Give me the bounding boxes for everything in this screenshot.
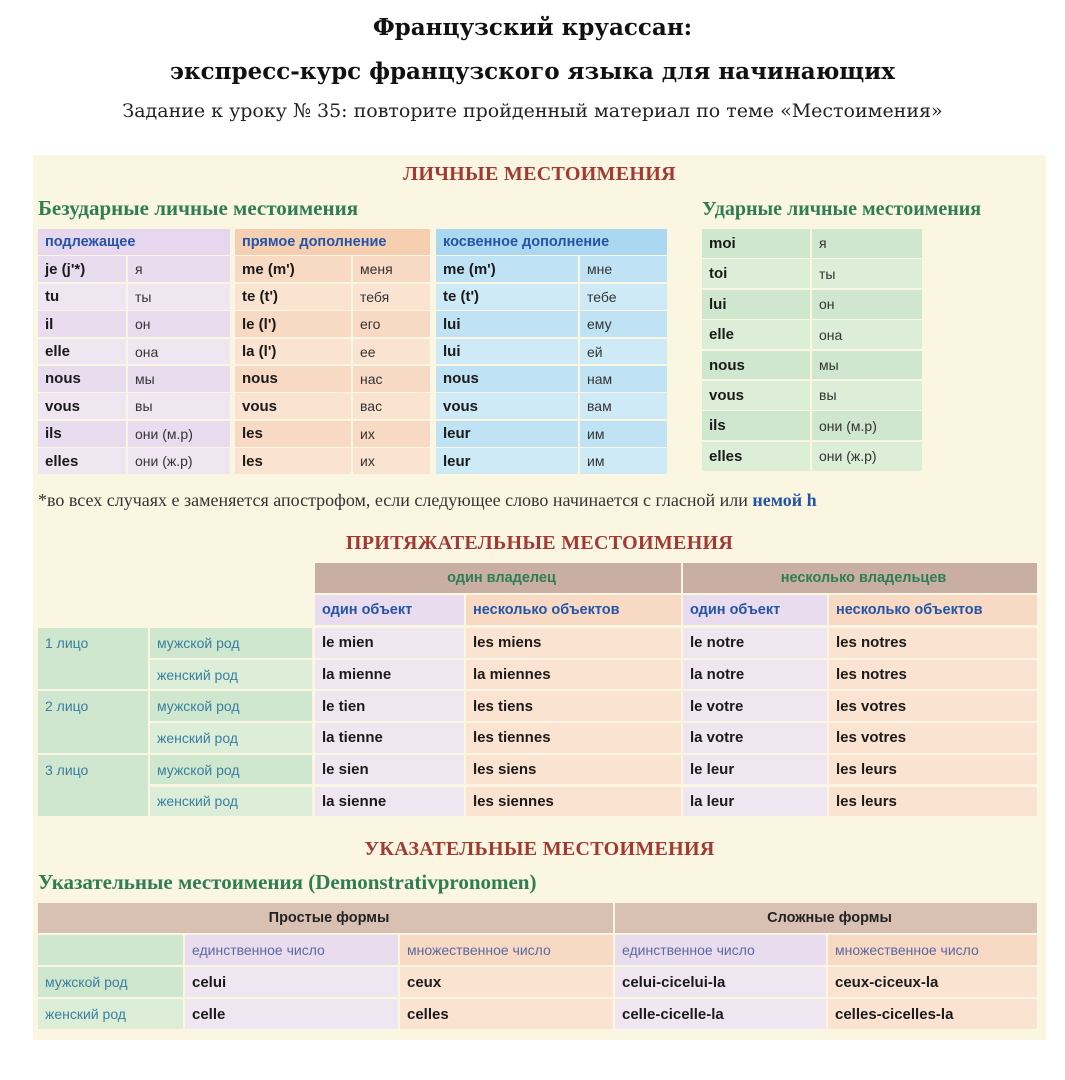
translation-cell: они (м.р) <box>128 421 230 447</box>
gender-label: мужской род <box>38 967 183 997</box>
possessive-form-cell: la miennes <box>466 660 681 690</box>
demonstrative-form-cell: ceux <box>400 967 613 997</box>
possessive-form-cell: les notres <box>829 628 1037 658</box>
translation-cell: им <box>580 448 667 474</box>
translation-cell: ей <box>580 339 667 365</box>
translation-cell: они (ж.р) <box>128 448 230 474</box>
possessive-form-cell: le mien <box>315 628 464 658</box>
pronoun-cell: elle <box>38 339 126 365</box>
possessive-form-cell: les siens <box>466 755 681 785</box>
person-label: 1 лицо <box>38 628 148 689</box>
possessive-form-cell: les votres <box>829 691 1037 721</box>
stressed-pronoun-cell: toi <box>702 259 810 288</box>
pronoun-cell: le (l') <box>235 311 351 337</box>
translation-cell: им <box>580 421 667 447</box>
pronoun-cell: les <box>235 421 351 447</box>
unstressed-header: прямое дополнение <box>235 229 430 255</box>
possessive-form-cell: la mienne <box>315 660 464 690</box>
possessive-form-cell: le notre <box>683 628 827 658</box>
translation-cell: ты <box>128 284 230 310</box>
possessive-form-cell: les miens <box>466 628 681 658</box>
compound-forms-header: Сложные формы <box>615 903 1037 933</box>
one-object-header: один объект <box>315 595 464 625</box>
demonstrative-section-title: УКАЗАТЕЛЬНЫЕ МЕСТОИМЕНИЯ <box>364 838 715 860</box>
translation-cell: я <box>128 256 230 282</box>
possessive-form-cell: la notre <box>683 660 827 690</box>
possessive-form-cell: les tiennes <box>466 723 681 753</box>
translation-cell: тебе <box>580 284 667 310</box>
translation-cell: нам <box>580 366 667 392</box>
pronoun-cell: te (t') <box>235 284 351 310</box>
number-header: множественное число <box>828 935 1037 965</box>
unstressed-header: подлежащее <box>38 229 230 255</box>
stressed-translation-cell: вы <box>812 381 922 410</box>
possessive-form-cell: les votres <box>829 723 1037 753</box>
many-objects-header: несколько объектов <box>829 595 1037 625</box>
pronoun-cell: vous <box>235 393 351 419</box>
translation-cell: мы <box>128 366 230 392</box>
pronoun-cell: ils <box>38 421 126 447</box>
possessive-form-cell: la tienne <box>315 723 464 753</box>
gender-label: женский род <box>150 787 312 817</box>
pronoun-cell: nous <box>436 366 578 392</box>
pronoun-cell: nous <box>38 366 126 392</box>
page-subtitle: экспресс-курс французского языка для начинающих <box>170 58 895 85</box>
possessive-form-cell: les leurs <box>829 787 1037 817</box>
translation-cell: ее <box>353 339 430 365</box>
gender-label: женский род <box>38 999 183 1029</box>
personal-section-title: ЛИЧНЫЕ МЕСТОИМЕНИЯ <box>403 163 676 185</box>
stressed-pronoun-cell: nous <box>702 351 810 380</box>
translation-cell: их <box>353 448 430 474</box>
task-text: Задание к уроку № 35: повторите пройденный материал по теме «Местоимения» <box>122 100 943 122</box>
demonstrative-form-cell: celui-cicelui-la <box>615 967 826 997</box>
number-header: единственное число <box>615 935 826 965</box>
one-object-header: один объект <box>683 595 827 625</box>
simple-forms-header: Простые формы <box>38 903 613 933</box>
possessive-form-cell: les leurs <box>829 755 1037 785</box>
pronoun-cell: vous <box>436 393 578 419</box>
possessive-form-cell: le tien <box>315 691 464 721</box>
translation-cell: мне <box>580 256 667 282</box>
pronoun-cell: leur <box>436 448 578 474</box>
pronoun-cell: les <box>235 448 351 474</box>
translation-cell: вам <box>580 393 667 419</box>
translation-cell: вас <box>353 393 430 419</box>
possessive-form-cell: les notres <box>829 660 1037 690</box>
stressed-title: Ударные личные местоимения <box>702 198 982 220</box>
number-header: множественное число <box>400 935 613 965</box>
apostrophe-note <box>38 490 1048 511</box>
many-objects-header: несколько объектов <box>466 595 681 625</box>
demonstrative-form-cell: celle-cicelle-la <box>615 999 826 1029</box>
gender-label: женский род <box>150 660 312 690</box>
pronoun-cell: la (l') <box>235 339 351 365</box>
stressed-pronoun-cell: elles <box>702 442 810 471</box>
pronoun-cell: lui <box>436 311 578 337</box>
translation-cell: вы <box>128 393 230 419</box>
pronoun-cell: je (j'*) <box>38 256 126 282</box>
gender-label: мужской род <box>150 691 312 721</box>
translation-cell: нас <box>353 366 430 392</box>
possessive-form-cell: le sien <box>315 755 464 785</box>
possessive-form-cell: la sienne <box>315 787 464 817</box>
possessive-form-cell: la votre <box>683 723 827 753</box>
stressed-translation-cell: они (ж.р) <box>812 442 922 471</box>
pronoun-cell: nous <box>235 366 351 392</box>
translation-cell: он <box>128 311 230 337</box>
demonstrative-form-cell: ceux-ciceux-la <box>828 967 1037 997</box>
one-owner-header: один владелец <box>315 563 681 593</box>
gender-label: женский род <box>150 723 312 753</box>
stressed-translation-cell: он <box>812 290 922 319</box>
gender-label: мужской род <box>150 628 312 658</box>
stressed-translation-cell: они (м.р) <box>812 411 922 440</box>
person-label: 2 лицо <box>38 691 148 752</box>
note-text: *во всех случаях е заменяется апострофом, если следующее слово начинается с гласной или <box>38 490 753 510</box>
page-title: Французский круассан: <box>372 14 693 41</box>
pronoun-cell: me (m') <box>235 256 351 282</box>
possessive-form-cell: la leur <box>683 787 827 817</box>
translation-cell: меня <box>353 256 430 282</box>
unstressed-header: косвенное дополнение <box>436 229 667 255</box>
person-label: 3 лицо <box>38 755 148 816</box>
stressed-pronoun-cell: moi <box>702 229 810 258</box>
pronoun-cell: il <box>38 311 126 337</box>
pronoun-cell: elles <box>38 448 126 474</box>
many-owners-header: несколько владельцев <box>683 563 1037 593</box>
pronoun-cell: me (m') <box>436 256 578 282</box>
possessive-form-cell: le votre <box>683 691 827 721</box>
translation-cell: она <box>128 339 230 365</box>
stressed-translation-cell: я <box>812 229 922 258</box>
possessive-form-cell: les tiens <box>466 691 681 721</box>
pronoun-cell: leur <box>436 421 578 447</box>
number-header: единственное число <box>185 935 398 965</box>
note-bold: немой h <box>752 490 817 510</box>
possessive-section-title: ПРИТЯЖАТЕЛЬНЫЕ МЕСТОИМЕНИЯ <box>345 532 734 554</box>
pronoun-cell: tu <box>38 284 126 310</box>
gender-label: мужской род <box>150 755 312 785</box>
pronoun-cell: lui <box>436 339 578 365</box>
demonstrative-form-cell: celles-cicelles-la <box>828 999 1037 1029</box>
stressed-translation-cell: она <box>812 320 922 349</box>
stressed-translation-cell: ты <box>812 259 922 288</box>
empty-header-cell <box>38 935 183 965</box>
translation-cell: его <box>353 311 430 337</box>
stressed-pronoun-cell: ils <box>702 411 810 440</box>
demonstrative-form-cell: celle <box>185 999 398 1029</box>
pronoun-cell: te (t') <box>436 284 578 310</box>
demonstrative-subtitle: Указательные местоимения (Demonstrativpronomen) <box>38 870 537 894</box>
stressed-translation-cell: мы <box>812 351 922 380</box>
pronoun-cell: vous <box>38 393 126 419</box>
possessive-form-cell: les siennes <box>466 787 681 817</box>
translation-cell: ему <box>580 311 667 337</box>
demonstrative-form-cell: celui <box>185 967 398 997</box>
demonstrative-form-cell: celles <box>400 999 613 1029</box>
stressed-pronoun-cell: lui <box>702 290 810 319</box>
stressed-pronoun-cell: vous <box>702 381 810 410</box>
stressed-pronoun-cell: elle <box>702 320 810 349</box>
unstressed-title: Безударные личные местоимения <box>38 196 359 220</box>
translation-cell: тебя <box>353 284 430 310</box>
possessive-form-cell: le leur <box>683 755 827 785</box>
translation-cell: их <box>353 421 430 447</box>
